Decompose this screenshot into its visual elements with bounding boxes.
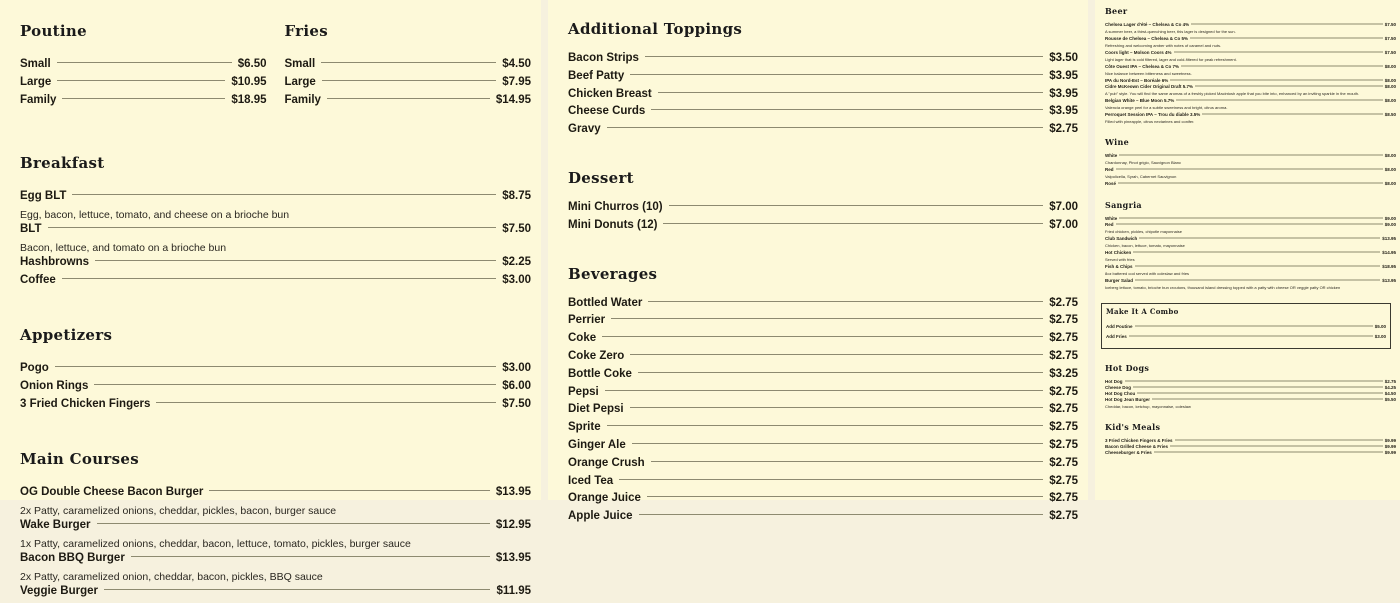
leader-line bbox=[1175, 440, 1383, 441]
item-price: $18.95 bbox=[231, 94, 267, 106]
item-price: $7.50 bbox=[1384, 36, 1396, 41]
item-name: Rosé bbox=[1105, 181, 1117, 186]
menu-item bbox=[1105, 98, 1396, 104]
menu-item bbox=[568, 219, 1078, 237]
leader-line bbox=[95, 260, 496, 261]
item-name: Bottle Coke bbox=[568, 367, 632, 380]
leader-line bbox=[1154, 452, 1383, 453]
section-beverages bbox=[568, 265, 1078, 528]
leader-line bbox=[1139, 238, 1380, 239]
item-description: 2x Patty, caramelized onions, cheddar, pickles, bacon, burger sauce bbox=[20, 505, 337, 517]
leader-line bbox=[1170, 446, 1383, 447]
item-price: $3.25 bbox=[1049, 367, 1078, 380]
menu-item bbox=[20, 94, 267, 112]
leader-line bbox=[632, 443, 1043, 444]
item-price: $8.00 bbox=[1384, 84, 1396, 89]
menu-page-2 bbox=[548, 0, 1088, 523]
item-name: Hashbrowns bbox=[20, 256, 90, 268]
item-name: Pepsi bbox=[568, 385, 599, 398]
item-price: $8.00 bbox=[1384, 98, 1396, 103]
section-title: Kid's Meals bbox=[1105, 422, 1161, 432]
menu-item bbox=[20, 585, 531, 603]
item-name: Veggie Burger bbox=[20, 585, 98, 597]
item-name: Small bbox=[284, 58, 316, 70]
menu-item bbox=[285, 58, 532, 76]
leader-line bbox=[1190, 38, 1383, 39]
leader-line bbox=[1135, 326, 1373, 327]
item-name: Hot Dog bbox=[1105, 379, 1123, 384]
leader-line bbox=[645, 56, 1043, 57]
menu-item bbox=[1105, 397, 1396, 403]
section-breakfast bbox=[20, 154, 531, 292]
menu-item bbox=[1105, 222, 1396, 228]
leader-line bbox=[611, 318, 1043, 319]
item-name: Hot Dog Chou bbox=[1105, 391, 1136, 396]
menu-item bbox=[1105, 167, 1396, 173]
item-price: $10.95 bbox=[231, 76, 267, 88]
leader-line bbox=[1135, 266, 1381, 267]
item-name: Orange Crush bbox=[568, 456, 645, 469]
leader-line bbox=[1118, 183, 1383, 184]
menu-item bbox=[1105, 64, 1396, 70]
menu-item bbox=[1105, 236, 1396, 242]
item-name: Apple Juice bbox=[568, 510, 633, 523]
leader-line bbox=[630, 74, 1043, 75]
section-title: Make It A Combo bbox=[1106, 307, 1179, 316]
item-name: Coffee bbox=[20, 274, 56, 286]
item-name: Large bbox=[284, 76, 316, 88]
item-price: $7.50 bbox=[1384, 22, 1396, 27]
leader-line bbox=[156, 402, 496, 403]
item-description: Filled with pineapple, citrus nectarines and conifer. bbox=[1105, 119, 1195, 124]
item-price: $9.99 bbox=[1384, 438, 1396, 443]
leader-line bbox=[630, 407, 1044, 408]
section-title: Additional Toppings bbox=[568, 20, 743, 38]
menu-item bbox=[568, 368, 1078, 386]
item-price: $8.75 bbox=[502, 190, 531, 202]
item-price: $2.75 bbox=[1049, 332, 1078, 345]
leader-line bbox=[62, 98, 225, 99]
leader-line bbox=[1125, 381, 1383, 382]
menu-item bbox=[1105, 22, 1396, 28]
section-poutine bbox=[20, 14, 267, 112]
menu-item bbox=[1105, 153, 1396, 159]
item-name: White bbox=[1105, 153, 1118, 158]
item-price: $13.95 bbox=[1382, 278, 1396, 283]
section-title: Appetizers bbox=[20, 326, 113, 344]
item-name: Côte Ouest IPA – Chelsea & Co 7% bbox=[1105, 64, 1180, 69]
item-price: $7.95 bbox=[502, 76, 531, 88]
leader-line bbox=[1133, 387, 1383, 388]
section-fries bbox=[285, 14, 532, 112]
item-price: $2.75 bbox=[1049, 349, 1078, 362]
item-price: $14.95 bbox=[1382, 250, 1396, 255]
leader-line bbox=[648, 301, 1043, 302]
item-name: Add Poutine bbox=[1106, 324, 1133, 329]
item-description: Bacon, lettuce, and tomato on a brioche bun bbox=[20, 242, 227, 254]
item-price: $2.75 bbox=[1049, 474, 1078, 487]
item-name: Chicken Breast bbox=[568, 87, 652, 100]
item-price: $8.00 bbox=[1384, 167, 1396, 172]
section-beer bbox=[1105, 6, 1396, 124]
item-name: Hot Chicken bbox=[1105, 250, 1132, 255]
item-price: $9.00 bbox=[1384, 216, 1396, 221]
item-name: Iced Tea bbox=[568, 474, 614, 487]
item-price: $13.95 bbox=[1382, 236, 1396, 241]
menu-item bbox=[1105, 278, 1396, 284]
item-name: Belgian White – Blue Moon 5.7% bbox=[1105, 98, 1175, 103]
item-description: Refreshing and welcoming amber with notes of caramel and nuts. bbox=[1105, 43, 1222, 48]
leader-line bbox=[658, 92, 1043, 93]
item-price: $3.00 bbox=[502, 274, 531, 286]
item-price: $9.00 bbox=[1384, 222, 1396, 227]
item-name: Burger Salad bbox=[1105, 278, 1134, 283]
section-title: Sangria bbox=[1105, 200, 1142, 210]
menu-item bbox=[568, 492, 1078, 510]
section-additional-toppings bbox=[568, 20, 1078, 141]
item-name: Coke bbox=[568, 332, 597, 345]
leader-line bbox=[1191, 24, 1383, 25]
item-price: $6.00 bbox=[502, 380, 531, 392]
menu-item bbox=[1105, 50, 1396, 56]
menu-item bbox=[20, 58, 267, 76]
section-title: Main Courses bbox=[20, 450, 139, 468]
leader-line bbox=[1170, 80, 1382, 81]
menu-item bbox=[568, 123, 1078, 141]
leader-line bbox=[1135, 280, 1380, 281]
menu-item bbox=[20, 76, 267, 94]
menu-item bbox=[20, 380, 531, 398]
item-price: $7.50 bbox=[502, 398, 531, 410]
menu-item bbox=[1105, 36, 1396, 42]
item-price: $4.25 bbox=[1384, 385, 1396, 390]
menu-item bbox=[568, 439, 1078, 457]
menu-item bbox=[568, 70, 1078, 88]
menu-item bbox=[1105, 250, 1396, 256]
item-price: $7.50 bbox=[1384, 50, 1396, 55]
leader-line bbox=[1129, 336, 1373, 337]
item-description: 2x Patty, caramelized onion, cheddar, bacon, pickles, BBQ sauce bbox=[20, 571, 323, 583]
menu-item bbox=[20, 223, 531, 241]
menu-item bbox=[285, 94, 532, 112]
menu-item bbox=[20, 362, 531, 380]
item-name: Bacon Strips bbox=[568, 52, 639, 64]
item-description: Valencia orange peel for a subtle sweetness and bright, citrus aroma. bbox=[1105, 105, 1228, 110]
item-price: $8.00 bbox=[1384, 153, 1396, 158]
leader-line bbox=[1119, 218, 1382, 219]
item-price: $2.75 bbox=[1049, 456, 1078, 469]
item-description: Nice balance between bitterness and sweetness. bbox=[1105, 71, 1192, 76]
item-name: Large bbox=[20, 76, 52, 88]
item-name: Family bbox=[20, 94, 57, 106]
menu-item bbox=[1106, 334, 1386, 344]
menu-item bbox=[1106, 324, 1386, 334]
item-name: Cheeseburger & Fries bbox=[1105, 450, 1152, 455]
item-description: Chicken, bacon, lettuce, tomato, mayonnaise bbox=[1105, 243, 1185, 248]
section-kids-meals bbox=[1105, 422, 1396, 456]
leader-line bbox=[619, 479, 1043, 480]
item-description: Light lager that is cold filtered, lager and cold-filtered for peak refreshment. bbox=[1105, 57, 1237, 62]
item-name: Coke Zero bbox=[568, 349, 625, 362]
menu-item bbox=[20, 552, 531, 570]
item-price: $11.95 bbox=[496, 585, 531, 597]
menu-item bbox=[20, 274, 531, 292]
menu-item bbox=[568, 510, 1078, 528]
menu-item bbox=[20, 486, 531, 504]
leader-line bbox=[1181, 66, 1383, 67]
leader-line bbox=[1176, 100, 1382, 101]
leader-line bbox=[663, 223, 1043, 224]
menu-item bbox=[568, 421, 1078, 439]
leader-line bbox=[104, 589, 490, 590]
item-name: 3 Fried Chicken Fingers bbox=[20, 398, 151, 410]
item-price: $2.75 bbox=[1384, 379, 1396, 384]
item-name: Bottled Water bbox=[568, 296, 643, 309]
leader-line bbox=[651, 109, 1043, 110]
item-description: Served with fries bbox=[1105, 257, 1135, 262]
menu-item bbox=[568, 403, 1078, 421]
item-name: Red bbox=[1105, 222, 1114, 227]
menu-item bbox=[285, 76, 532, 94]
item-name: Small bbox=[20, 58, 51, 70]
item-price: $4.50 bbox=[502, 58, 531, 70]
menu-item bbox=[20, 190, 531, 208]
menu-item bbox=[1105, 181, 1396, 187]
menu-item bbox=[1105, 264, 1396, 270]
item-description: 1x Patty, caramelized onions, cheddar, bacon, lettuce, tomato, pickles, burger sauce bbox=[20, 538, 411, 550]
item-name: Hot Dog Jean Burger bbox=[1105, 397, 1151, 402]
item-name: BLT bbox=[20, 223, 42, 235]
item-name: Coors light – Molson Coors 4% bbox=[1105, 50, 1172, 55]
leader-line bbox=[1119, 155, 1382, 156]
menu-item bbox=[568, 297, 1078, 315]
leader-line bbox=[1116, 224, 1383, 225]
menu-item bbox=[568, 457, 1078, 475]
item-name: Diet Pepsi bbox=[568, 403, 624, 416]
item-price: $3.95 bbox=[1049, 87, 1078, 100]
section-title: Poutine bbox=[20, 22, 87, 40]
item-name: Mini Churros (10) bbox=[568, 200, 663, 213]
section-sangria bbox=[1105, 200, 1396, 290]
item-description: Cheddar, bacon, ketchup, mayonnaise, coleslaw bbox=[1105, 404, 1191, 409]
leader-line bbox=[97, 523, 490, 524]
item-name: Cheese Curds bbox=[568, 105, 646, 118]
section-title: Beer bbox=[1105, 6, 1128, 16]
item-name: Add Fries bbox=[1106, 334, 1127, 339]
leader-line bbox=[639, 514, 1044, 515]
leader-line bbox=[607, 127, 1044, 128]
item-price: $14.95 bbox=[495, 94, 531, 106]
menu-item bbox=[1105, 112, 1396, 118]
section-appetizers bbox=[20, 326, 531, 416]
section-wine bbox=[1105, 137, 1396, 187]
item-price: $18.95 bbox=[1382, 264, 1396, 269]
item-price: $3.00 bbox=[502, 362, 531, 374]
item-name: Bacon BBQ Burger bbox=[20, 552, 125, 564]
menu-item bbox=[20, 519, 531, 537]
item-name: 3 Fried Chicken Fingers & Fries bbox=[1105, 438, 1173, 443]
item-price: $13.95 bbox=[495, 486, 531, 498]
item-description: A summer beer, a thirst-quenching beer, this lager is designed for the sun. bbox=[1105, 29, 1236, 34]
menu-item bbox=[568, 386, 1078, 404]
item-description: Chardonnay, Pinot grigio, Sauvignon Blanc bbox=[1105, 160, 1181, 165]
item-name: Fish & Chips bbox=[1105, 264, 1133, 269]
leader-line bbox=[322, 80, 496, 81]
item-price: $7.00 bbox=[1049, 218, 1078, 231]
section-title: Wine bbox=[1105, 137, 1129, 147]
item-name: Orange Juice bbox=[568, 492, 641, 505]
item-name: IPA du Nord-Est – Boréale 6% bbox=[1105, 78, 1169, 83]
leader-line bbox=[209, 490, 489, 491]
menu-page-3 bbox=[1095, 0, 1400, 500]
menu-item bbox=[568, 314, 1078, 332]
item-price: $2.75 bbox=[1049, 296, 1078, 309]
item-name: OG Double Cheese Bacon Burger bbox=[20, 486, 204, 498]
section-dessert bbox=[568, 169, 1078, 237]
leader-line bbox=[638, 372, 1043, 373]
section-title: Dessert bbox=[568, 168, 634, 187]
item-name: Beef Patty bbox=[568, 69, 625, 82]
section-combo bbox=[1101, 303, 1391, 349]
item-name: Perroquet Session IPA – Trou du diable 3.5% bbox=[1105, 112, 1201, 117]
leader-line bbox=[647, 496, 1043, 497]
menu-item bbox=[1105, 450, 1396, 456]
menu-item bbox=[568, 88, 1078, 106]
leader-line bbox=[48, 227, 497, 228]
item-price: $12.95 bbox=[495, 519, 531, 531]
leader-line bbox=[321, 62, 496, 63]
leader-line bbox=[605, 390, 1044, 391]
item-price: $2.75 bbox=[1049, 385, 1078, 398]
item-description: 8oz battered cod served with coleslaw and fries bbox=[1105, 271, 1190, 276]
leader-line bbox=[669, 205, 1044, 206]
item-name: White bbox=[1105, 216, 1118, 221]
menu-item bbox=[568, 475, 1078, 493]
item-name: Ginger Ale bbox=[568, 438, 626, 451]
leader-line bbox=[72, 194, 496, 195]
item-price: $5.50 bbox=[1384, 397, 1396, 402]
item-name: Wake Burger bbox=[20, 519, 91, 531]
item-price: $3.95 bbox=[1049, 105, 1078, 118]
item-description: A "pub" style. You will find the same aromas of a freshly picked Macintosh apple that you bite into, enhanced by an inviting sparkle in the mouth. bbox=[1105, 91, 1360, 96]
item-price: $13.95 bbox=[495, 552, 531, 564]
item-price: $7.00 bbox=[1049, 200, 1078, 213]
section-hot-dogs bbox=[1105, 363, 1396, 409]
item-description: Valpolicella, Syrah, Cabernet Sauvignon bbox=[1105, 174, 1177, 179]
item-name: Chelsea Lager d'été – Chelsea & Co 4% bbox=[1105, 22, 1190, 27]
item-price: $5.00 bbox=[1374, 324, 1386, 329]
leader-line bbox=[57, 80, 225, 81]
leader-line bbox=[651, 461, 1044, 462]
menu-item bbox=[1105, 84, 1396, 90]
leader-line bbox=[1116, 169, 1383, 170]
menu-item bbox=[20, 398, 531, 416]
leader-line bbox=[94, 384, 496, 385]
leader-line bbox=[327, 98, 490, 99]
item-price: $8.00 bbox=[1384, 78, 1396, 83]
item-name: Egg BLT bbox=[20, 190, 67, 202]
item-name: Gravy bbox=[568, 123, 601, 136]
section-main-courses bbox=[20, 450, 531, 603]
item-name: Cheese Dog bbox=[1105, 385, 1132, 390]
item-description: Egg, bacon, lettuce, tomato, and cheese on a brioche bun bbox=[20, 209, 290, 221]
section-title: Breakfast bbox=[20, 154, 105, 172]
leader-line bbox=[1195, 86, 1383, 87]
item-price: $2.75 bbox=[1049, 421, 1078, 434]
item-price: $2.25 bbox=[502, 256, 531, 268]
item-price: $2.75 bbox=[1049, 314, 1078, 327]
item-price: $2.75 bbox=[1049, 438, 1078, 451]
item-name: Bacon Grilled Cheese & Fries bbox=[1105, 444, 1169, 449]
leader-line bbox=[1202, 114, 1382, 115]
menu-item bbox=[568, 332, 1078, 350]
leader-line bbox=[602, 336, 1043, 337]
menu-page-1 bbox=[0, 0, 541, 597]
item-price: $2.75 bbox=[1049, 123, 1078, 136]
item-name: Onion Rings bbox=[20, 380, 89, 392]
leader-line bbox=[1152, 399, 1383, 400]
leader-line bbox=[630, 354, 1043, 355]
leader-line bbox=[1174, 52, 1383, 53]
leader-line bbox=[131, 556, 490, 557]
leader-line bbox=[607, 425, 1044, 426]
item-price: $3.00 bbox=[1374, 334, 1386, 339]
item-name: Rousse de Chelsea – Chelsea & Co 5% bbox=[1105, 36, 1189, 41]
item-name: Perrier bbox=[568, 314, 606, 327]
leader-line bbox=[62, 278, 496, 279]
item-price: $3.50 bbox=[1049, 52, 1078, 64]
item-price: $2.75 bbox=[1049, 403, 1078, 416]
item-description: Fried chicken, pickles, chipotle mayonnaise bbox=[1105, 229, 1182, 234]
section-title: Beverages bbox=[568, 264, 658, 283]
leader-line bbox=[57, 62, 232, 63]
menu-item bbox=[20, 256, 531, 274]
menu-item bbox=[568, 201, 1078, 219]
menu-item bbox=[568, 350, 1078, 368]
section-title: Fries bbox=[284, 22, 328, 40]
item-price: $9.99 bbox=[1384, 450, 1396, 455]
item-price: $8.00 bbox=[1384, 64, 1396, 69]
item-price: $3.95 bbox=[1049, 69, 1078, 82]
item-price: $2.75 bbox=[1049, 510, 1078, 523]
item-price: $4.50 bbox=[1384, 391, 1396, 396]
item-name: Pogo bbox=[20, 362, 49, 374]
item-price: $6.50 bbox=[237, 58, 267, 70]
leader-line bbox=[55, 366, 496, 367]
item-name: Family bbox=[284, 94, 321, 106]
item-name: Cidre McKeown Cider Original Draft 5.7% bbox=[1105, 84, 1194, 89]
item-name: Club Sandwich bbox=[1105, 236, 1138, 241]
menu-item bbox=[568, 52, 1078, 70]
item-price: $2.75 bbox=[1049, 492, 1078, 505]
item-name: Red bbox=[1105, 167, 1114, 172]
item-price: $9.99 bbox=[1384, 444, 1396, 449]
menu-item bbox=[568, 105, 1078, 123]
item-name: Mini Donuts (12) bbox=[568, 218, 658, 231]
leader-line bbox=[1137, 393, 1382, 394]
item-price: $7.50 bbox=[502, 223, 531, 235]
section-title: Hot Dogs bbox=[1105, 363, 1150, 373]
item-price: $8.50 bbox=[1384, 112, 1396, 117]
item-description: Iceberg lettuce, tomato, brioche bun croutons, thousand island dressing topped with a patty with cheese OR veggie patty OR chicken bbox=[1105, 285, 1341, 290]
item-price: $8.00 bbox=[1384, 181, 1396, 186]
item-name: Sprite bbox=[568, 421, 601, 434]
leader-line bbox=[1133, 252, 1380, 253]
